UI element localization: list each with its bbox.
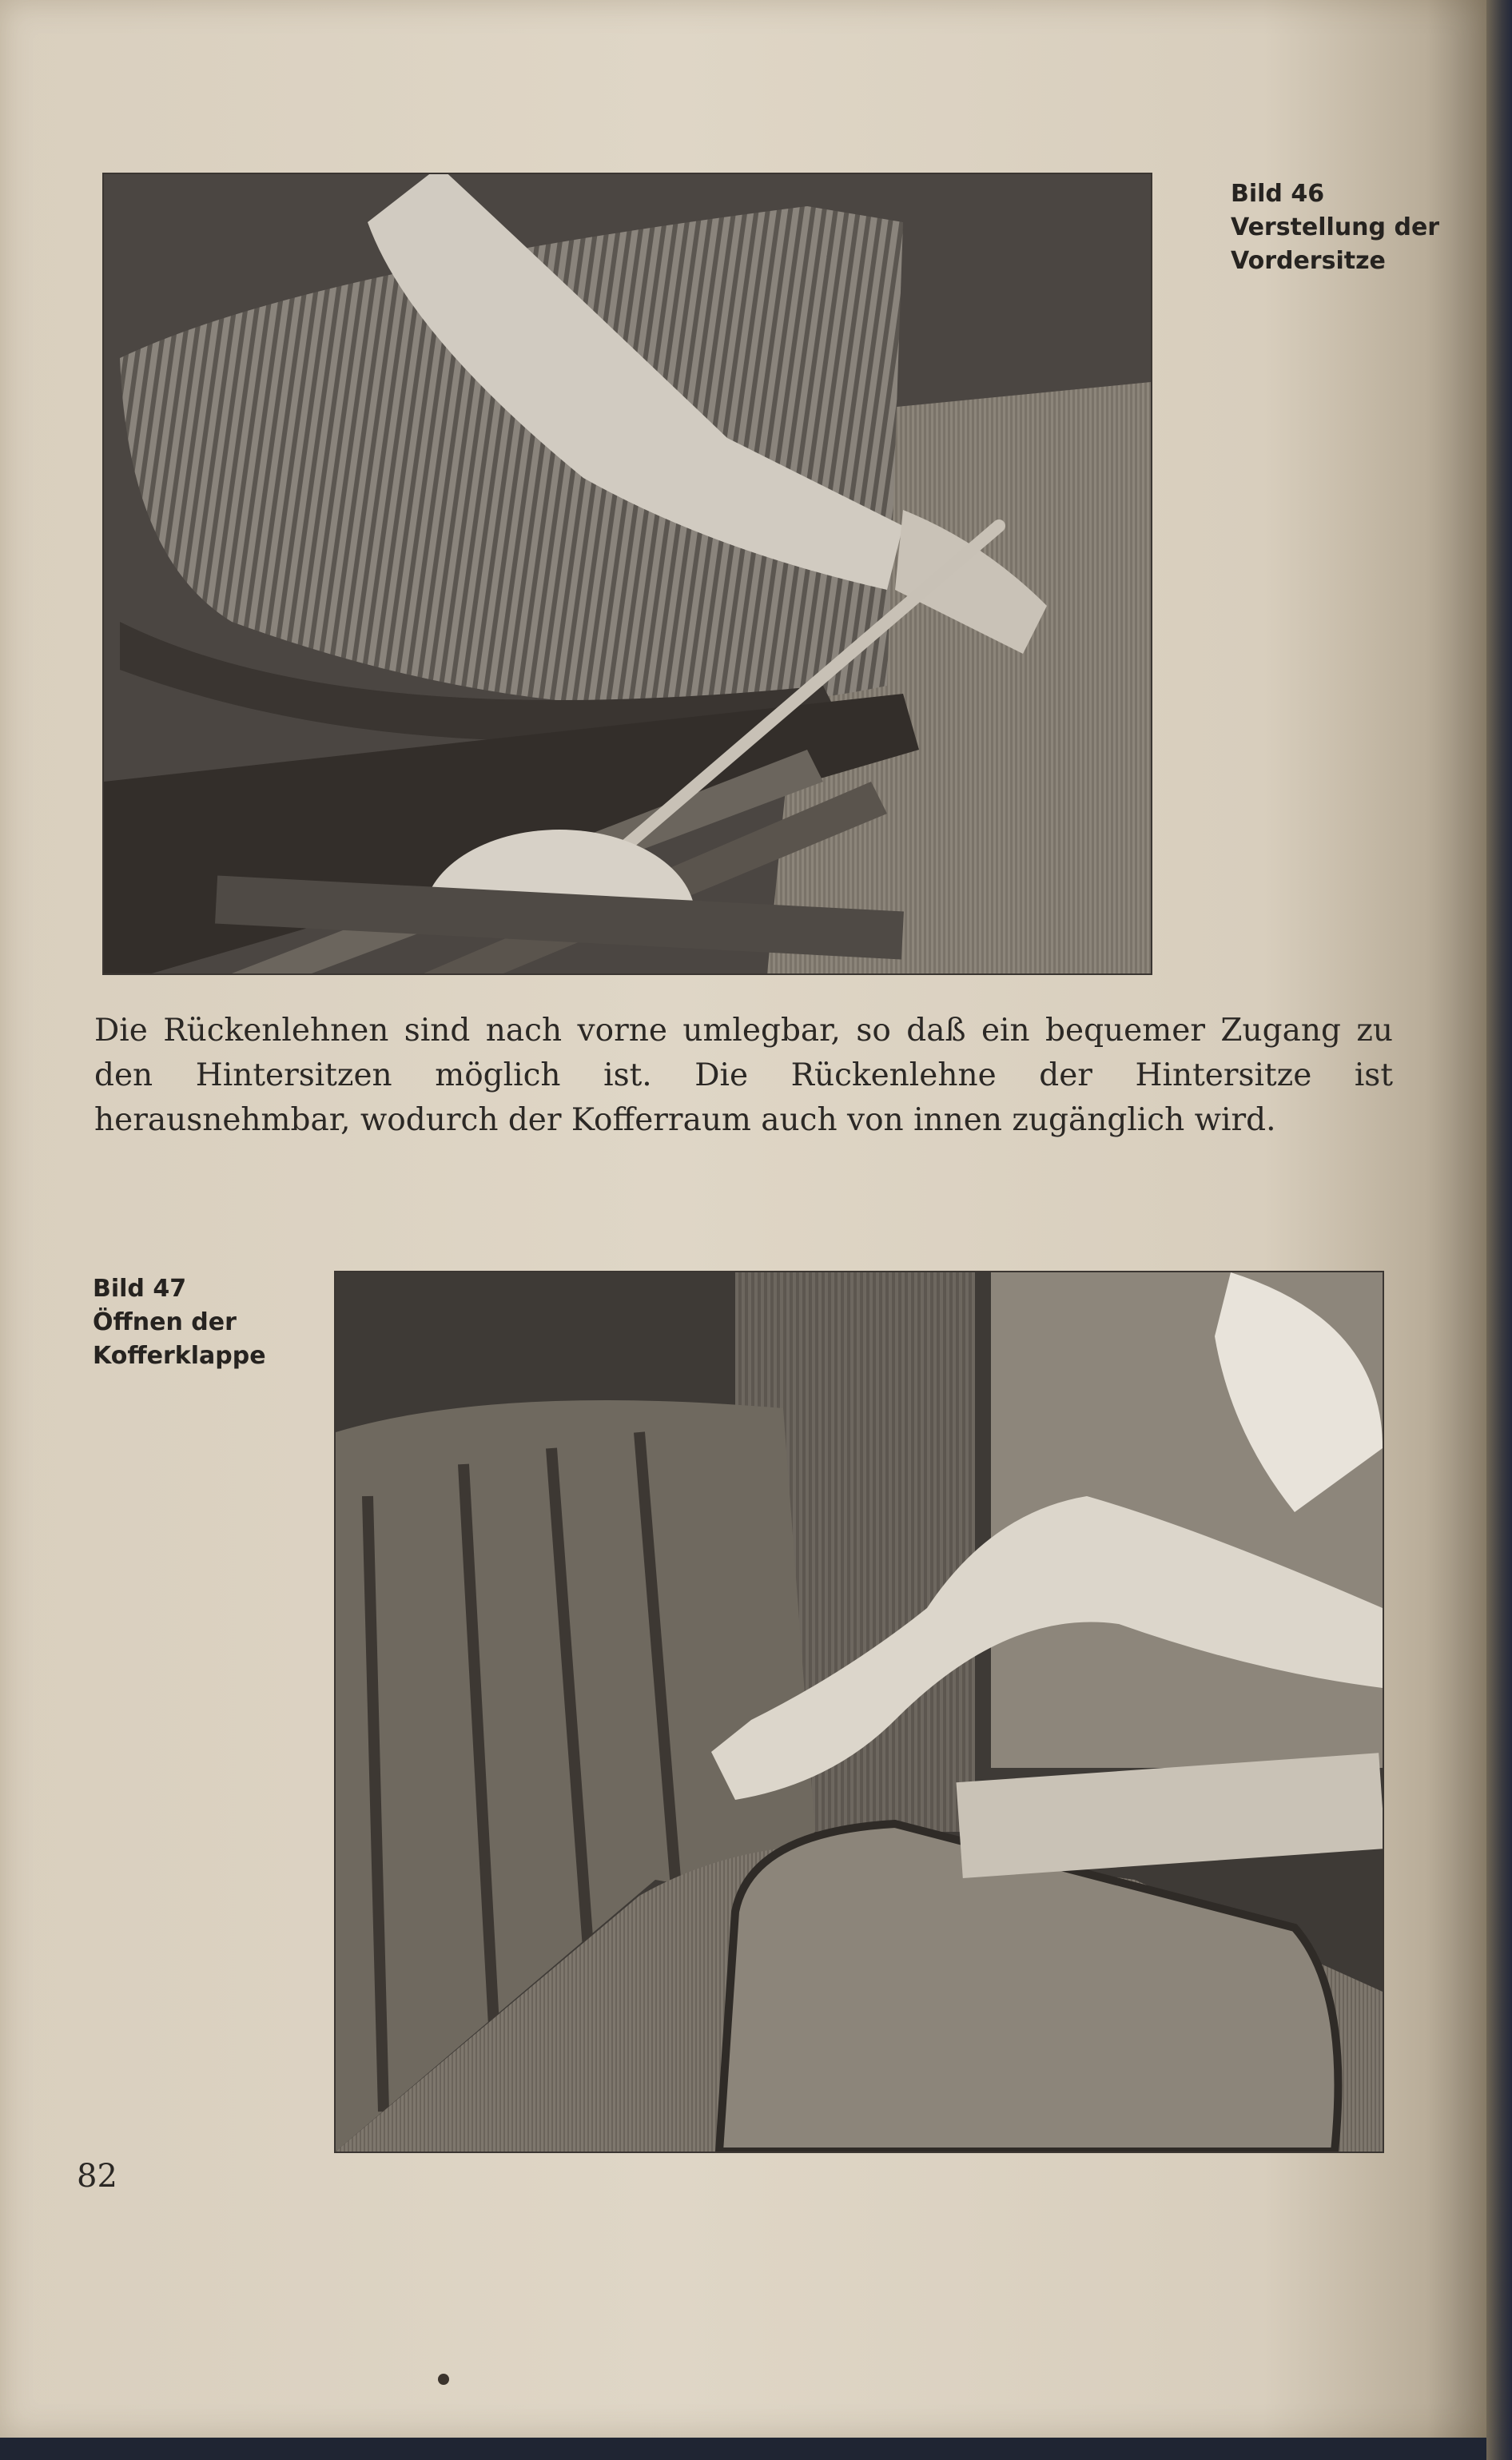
page-mark-dot — [438, 2374, 449, 2385]
figure-47-caption-line1: Öffnen der — [93, 1308, 237, 1336]
body-paragraph-text: Die Rückenlehnen sind nach vorne umlegbar, so daß ein bequemer Zugang zu den Hintersitzen möglich ist. Die Rückenlehne der Hintersitze ist herausnehmbar, wodurch der Kofferraum auch von innen zugänglich wird. — [94, 1013, 1393, 1138]
figure-47-caption — [93, 1272, 266, 1373]
figure-46-photo — [104, 174, 1151, 973]
figure-47-photo — [336, 1272, 1383, 2152]
next-page-edge — [1486, 0, 1512, 2460]
figure-47-label: Bild 47 — [93, 1275, 187, 1303]
page-number: 82 — [77, 2158, 117, 2195]
figure-46-label: Bild 46 — [1231, 180, 1325, 208]
figure-47-caption-line2: Kofferklappe — [93, 1342, 266, 1370]
figure-46-caption-line2: Vordersitze — [1231, 247, 1386, 275]
figure-46-caption-line1: Verstellung der — [1231, 213, 1440, 241]
figure-46-caption — [1231, 177, 1439, 278]
body-paragraph — [94, 1009, 1393, 1143]
